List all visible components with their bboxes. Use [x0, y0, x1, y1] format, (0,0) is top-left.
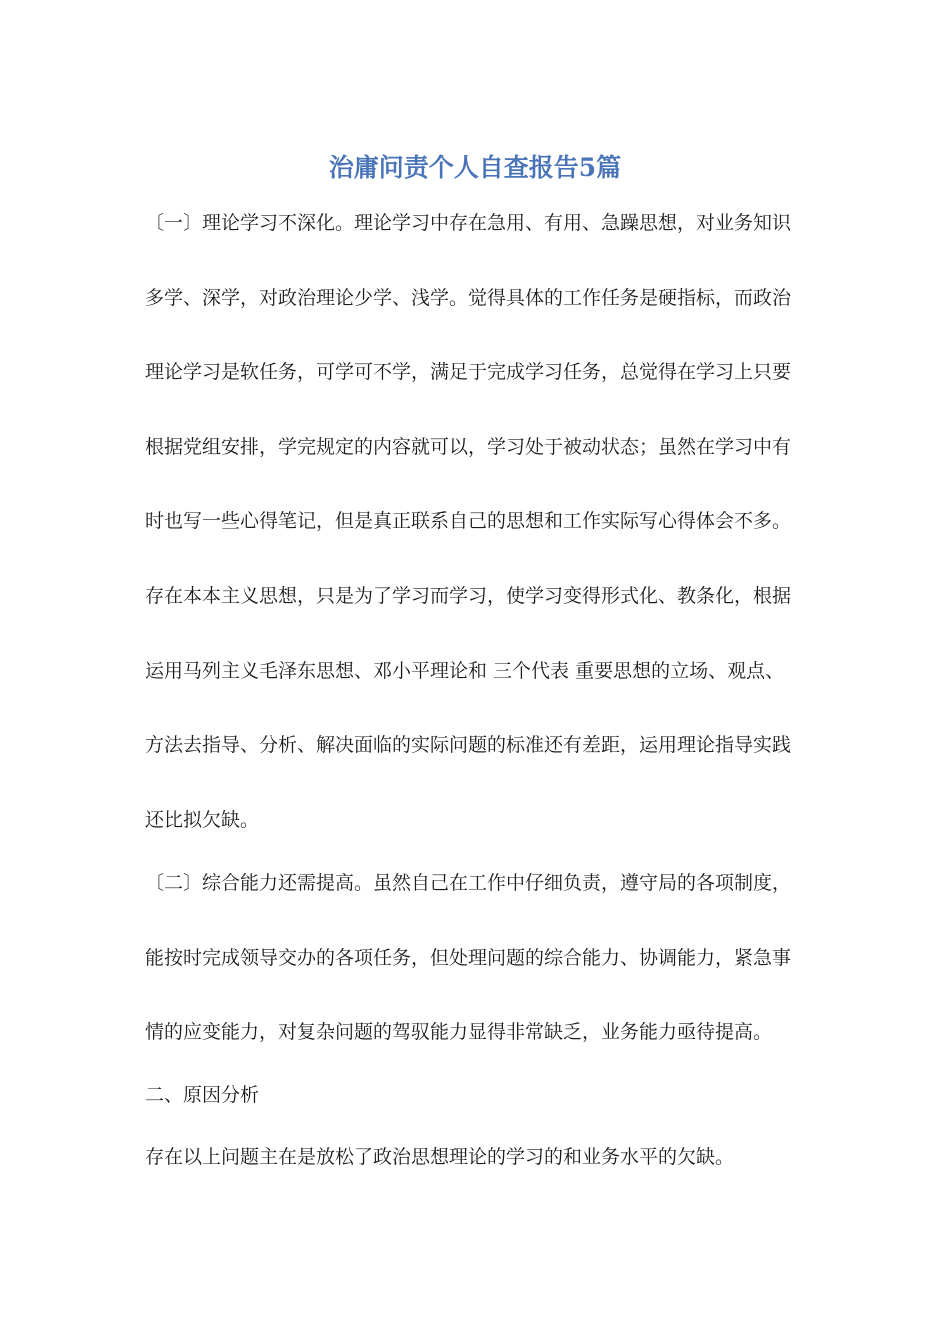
body-line: 还比拟欠缺。	[145, 809, 260, 831]
body-line: 〔二〕综合能力还需提高。虽然自己在工作中仔细负责，遵守局的各项制度，	[145, 872, 792, 894]
body-line: 运用马列主义毛泽东思想、邓小平理论和 三个代表 重要思想的立场、观点、	[145, 660, 785, 682]
body-line: 〔一〕理论学习不深化。理论学习中存在急用、有用、急躁思想，对业务知识	[145, 212, 792, 234]
body-line: 根据党组安排，学完规定的内容就可以，学习处于被动状态；虽然在学习中有	[145, 436, 792, 458]
body-line: 存在本本主义思想，只是为了学习而学习，使学习变得形式化、教条化，根据	[145, 585, 792, 607]
body-line: 时也写一些心得笔记，但是真正联系自己的思想和工作实际写心得体会不多。	[145, 510, 792, 532]
body-line: 方法去指导、分析、解决面临的实际问题的标准还有差距，运用理论指导实践	[145, 734, 792, 756]
body-line: 存在以上问题主在是放松了政治思想理论的学习的和业务水平的欠缺。	[145, 1146, 735, 1168]
body-line: 能按时完成领导交办的各项任务，但处理问题的综合能力、协调能力，紧急事	[145, 947, 792, 969]
body-line: 理论学习是软任务，可学可不学，满足于完成学习任务，总觉得在学习上只要	[145, 361, 792, 383]
document-title: 治庸问责个人自查报告5篇	[328, 153, 622, 182]
body-line: 多学、深学，对政治理论少学、浅学。觉得具体的工作任务是硬指标，而政治	[145, 287, 792, 309]
body-line: 情的应变能力，对复杂问题的驾驭能力显得非常缺乏，业务能力亟待提高。	[145, 1021, 773, 1043]
section-heading: 二、原因分析	[145, 1084, 260, 1106]
